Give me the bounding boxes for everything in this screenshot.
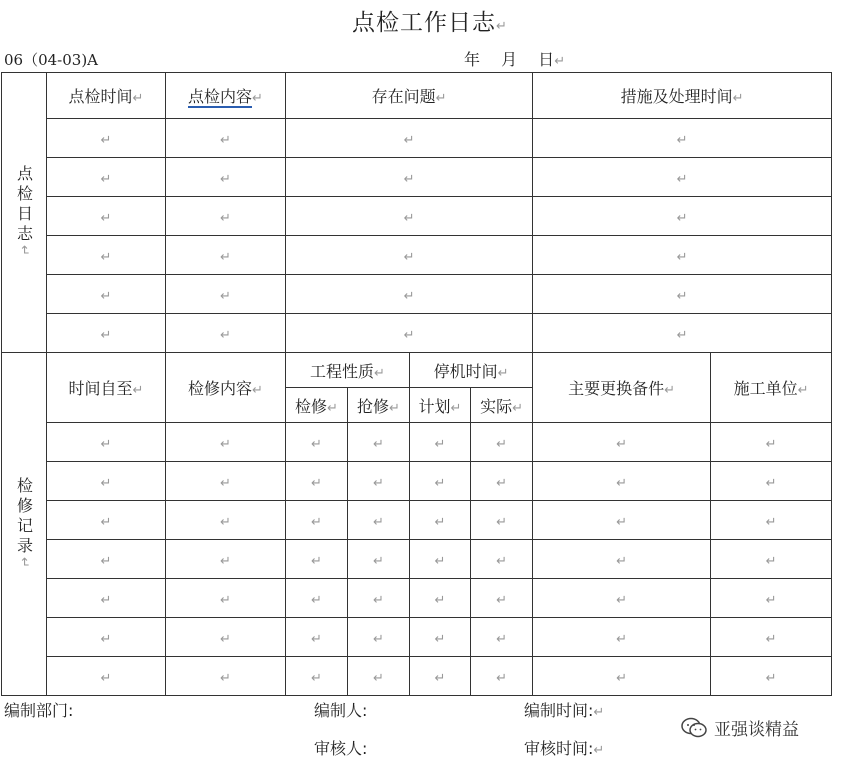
- empty-cell: ↵: [286, 119, 533, 158]
- header-downtime: 停机时间↵: [410, 353, 533, 388]
- empty-cell: ↵: [533, 197, 832, 236]
- empty-cell: ↵: [47, 275, 166, 314]
- empty-cell: ↵: [166, 119, 286, 158]
- empty-cell: ↵: [533, 236, 832, 275]
- empty-cell: ↵: [471, 540, 533, 579]
- empty-cell: ↵: [471, 618, 533, 657]
- empty-cell: ↵: [348, 657, 410, 696]
- maintenance-row: [2, 540, 832, 579]
- footer-review-time: 审核时间:↵: [524, 739, 605, 758]
- empty-cell: ↵: [286, 314, 533, 353]
- empty-cell: ↵: [166, 501, 286, 540]
- maintenance-row: [2, 579, 832, 618]
- empty-cell: ↵: [533, 501, 711, 540]
- header-problems: 存在问题↵: [286, 73, 533, 119]
- empty-cell: ↵: [533, 657, 711, 696]
- empty-cell: ↵: [348, 618, 410, 657]
- empty-cell: ↵: [711, 579, 832, 618]
- empty-cell: ↵: [410, 462, 471, 501]
- empty-cell: ↵: [286, 275, 533, 314]
- work-log-table: [1, 72, 832, 696]
- empty-cell: ↵: [533, 275, 832, 314]
- empty-cell: ↵: [47, 236, 166, 275]
- section-label-inspection: 点检日志↵: [2, 73, 47, 353]
- empty-cell: ↵: [166, 540, 286, 579]
- empty-cell: ↵: [166, 579, 286, 618]
- empty-cell: ↵: [410, 618, 471, 657]
- empty-cell: ↵: [286, 197, 533, 236]
- empty-cell: ↵: [533, 423, 711, 462]
- empty-cell: ↵: [711, 540, 832, 579]
- empty-cell: ↵: [166, 618, 286, 657]
- empty-cell: ↵: [533, 540, 711, 579]
- empty-cell: ↵: [286, 462, 348, 501]
- footer-prep-time: 编制时间:↵: [524, 701, 605, 720]
- empty-cell: ↵: [348, 579, 410, 618]
- empty-cell: ↵: [471, 423, 533, 462]
- inspection-row: [2, 236, 832, 275]
- empty-cell: ↵: [533, 158, 832, 197]
- empty-cell: ↵: [711, 501, 832, 540]
- footer-department: 编制部门:: [4, 701, 74, 720]
- empty-cell: ↵: [166, 236, 286, 275]
- empty-cell: ↵: [410, 423, 471, 462]
- maintenance-row: [2, 462, 832, 501]
- empty-cell: ↵: [471, 657, 533, 696]
- header-work-nature: 工程性质↵: [286, 353, 410, 388]
- empty-cell: ↵: [348, 501, 410, 540]
- maintenance-row: [2, 618, 832, 657]
- empty-cell: ↵: [348, 423, 410, 462]
- empty-cell: ↵: [47, 158, 166, 197]
- header-measures: 措施及处理时间↵: [533, 73, 832, 119]
- empty-cell: ↵: [533, 579, 711, 618]
- empty-cell: ↵: [286, 423, 348, 462]
- empty-cell: ↵: [348, 462, 410, 501]
- empty-cell: ↵: [47, 540, 166, 579]
- header-time-range: 时间自至↵: [47, 353, 166, 423]
- section-label-maintenance: 检修记录↵: [2, 353, 47, 696]
- empty-cell: ↵: [471, 579, 533, 618]
- empty-cell: ↵: [286, 236, 533, 275]
- empty-cell: ↵: [166, 462, 286, 501]
- empty-cell: ↵: [166, 158, 286, 197]
- empty-cell: ↵: [711, 423, 832, 462]
- header-overhaul: 检修↵: [286, 388, 348, 423]
- empty-cell: ↵: [533, 462, 711, 501]
- header-maintenance-content: 检修内容↵: [166, 353, 286, 423]
- header-inspection-content: 点检内容↵: [166, 73, 286, 119]
- page-title: 点检工作日志↵: [352, 10, 508, 36]
- date-line: 年 月 日↵: [464, 50, 566, 69]
- empty-cell: ↵: [348, 540, 410, 579]
- footer-reviewer: 审核人:: [314, 739, 368, 758]
- inspection-row: [2, 158, 832, 197]
- empty-cell: ↵: [47, 579, 166, 618]
- inspection-row: [2, 275, 832, 314]
- document-code: 06（04-03)A: [4, 51, 99, 69]
- header-planned: 计划↵: [410, 388, 471, 423]
- empty-cell: ↵: [711, 618, 832, 657]
- empty-cell: ↵: [533, 119, 832, 158]
- header-actual: 实际↵: [471, 388, 533, 423]
- header-construction-unit: 施工单位↵: [711, 353, 832, 423]
- inspection-row: [2, 197, 832, 236]
- empty-cell: ↵: [410, 501, 471, 540]
- header-emergency-repair: 抢修↵: [348, 388, 410, 423]
- empty-cell: ↵: [286, 657, 348, 696]
- empty-cell: ↵: [410, 540, 471, 579]
- empty-cell: ↵: [166, 423, 286, 462]
- empty-cell: ↵: [166, 197, 286, 236]
- empty-cell: ↵: [47, 501, 166, 540]
- empty-cell: ↵: [711, 462, 832, 501]
- header-inspection-time: 点检时间↵: [47, 73, 166, 119]
- inspection-row: [2, 314, 832, 353]
- empty-cell: ↵: [286, 618, 348, 657]
- empty-cell: ↵: [166, 314, 286, 353]
- empty-cell: ↵: [47, 618, 166, 657]
- empty-cell: ↵: [533, 314, 832, 353]
- empty-cell: ↵: [286, 540, 348, 579]
- empty-cell: ↵: [47, 423, 166, 462]
- empty-cell: ↵: [286, 579, 348, 618]
- empty-cell: ↵: [166, 275, 286, 314]
- empty-cell: ↵: [286, 158, 533, 197]
- empty-cell: ↵: [286, 501, 348, 540]
- empty-cell: ↵: [166, 657, 286, 696]
- maintenance-row: [2, 423, 832, 462]
- empty-cell: ↵: [711, 657, 832, 696]
- header-spare-parts: 主要更换备件↵: [533, 353, 711, 423]
- empty-cell: ↵: [471, 501, 533, 540]
- empty-cell: ↵: [533, 618, 711, 657]
- empty-cell: ↵: [47, 462, 166, 501]
- empty-cell: ↵: [410, 657, 471, 696]
- watermark: 亚强谈精益: [680, 715, 799, 740]
- empty-cell: ↵: [410, 579, 471, 618]
- footer-preparer: 编制人:: [314, 701, 368, 720]
- maintenance-row: [2, 657, 832, 696]
- empty-cell: ↵: [47, 657, 166, 696]
- empty-cell: ↵: [47, 314, 166, 353]
- maintenance-row: [2, 501, 832, 540]
- empty-cell: ↵: [47, 197, 166, 236]
- inspection-row: [2, 119, 832, 158]
- empty-cell: ↵: [47, 119, 166, 158]
- wechat-icon: [680, 716, 708, 740]
- empty-cell: ↵: [471, 462, 533, 501]
